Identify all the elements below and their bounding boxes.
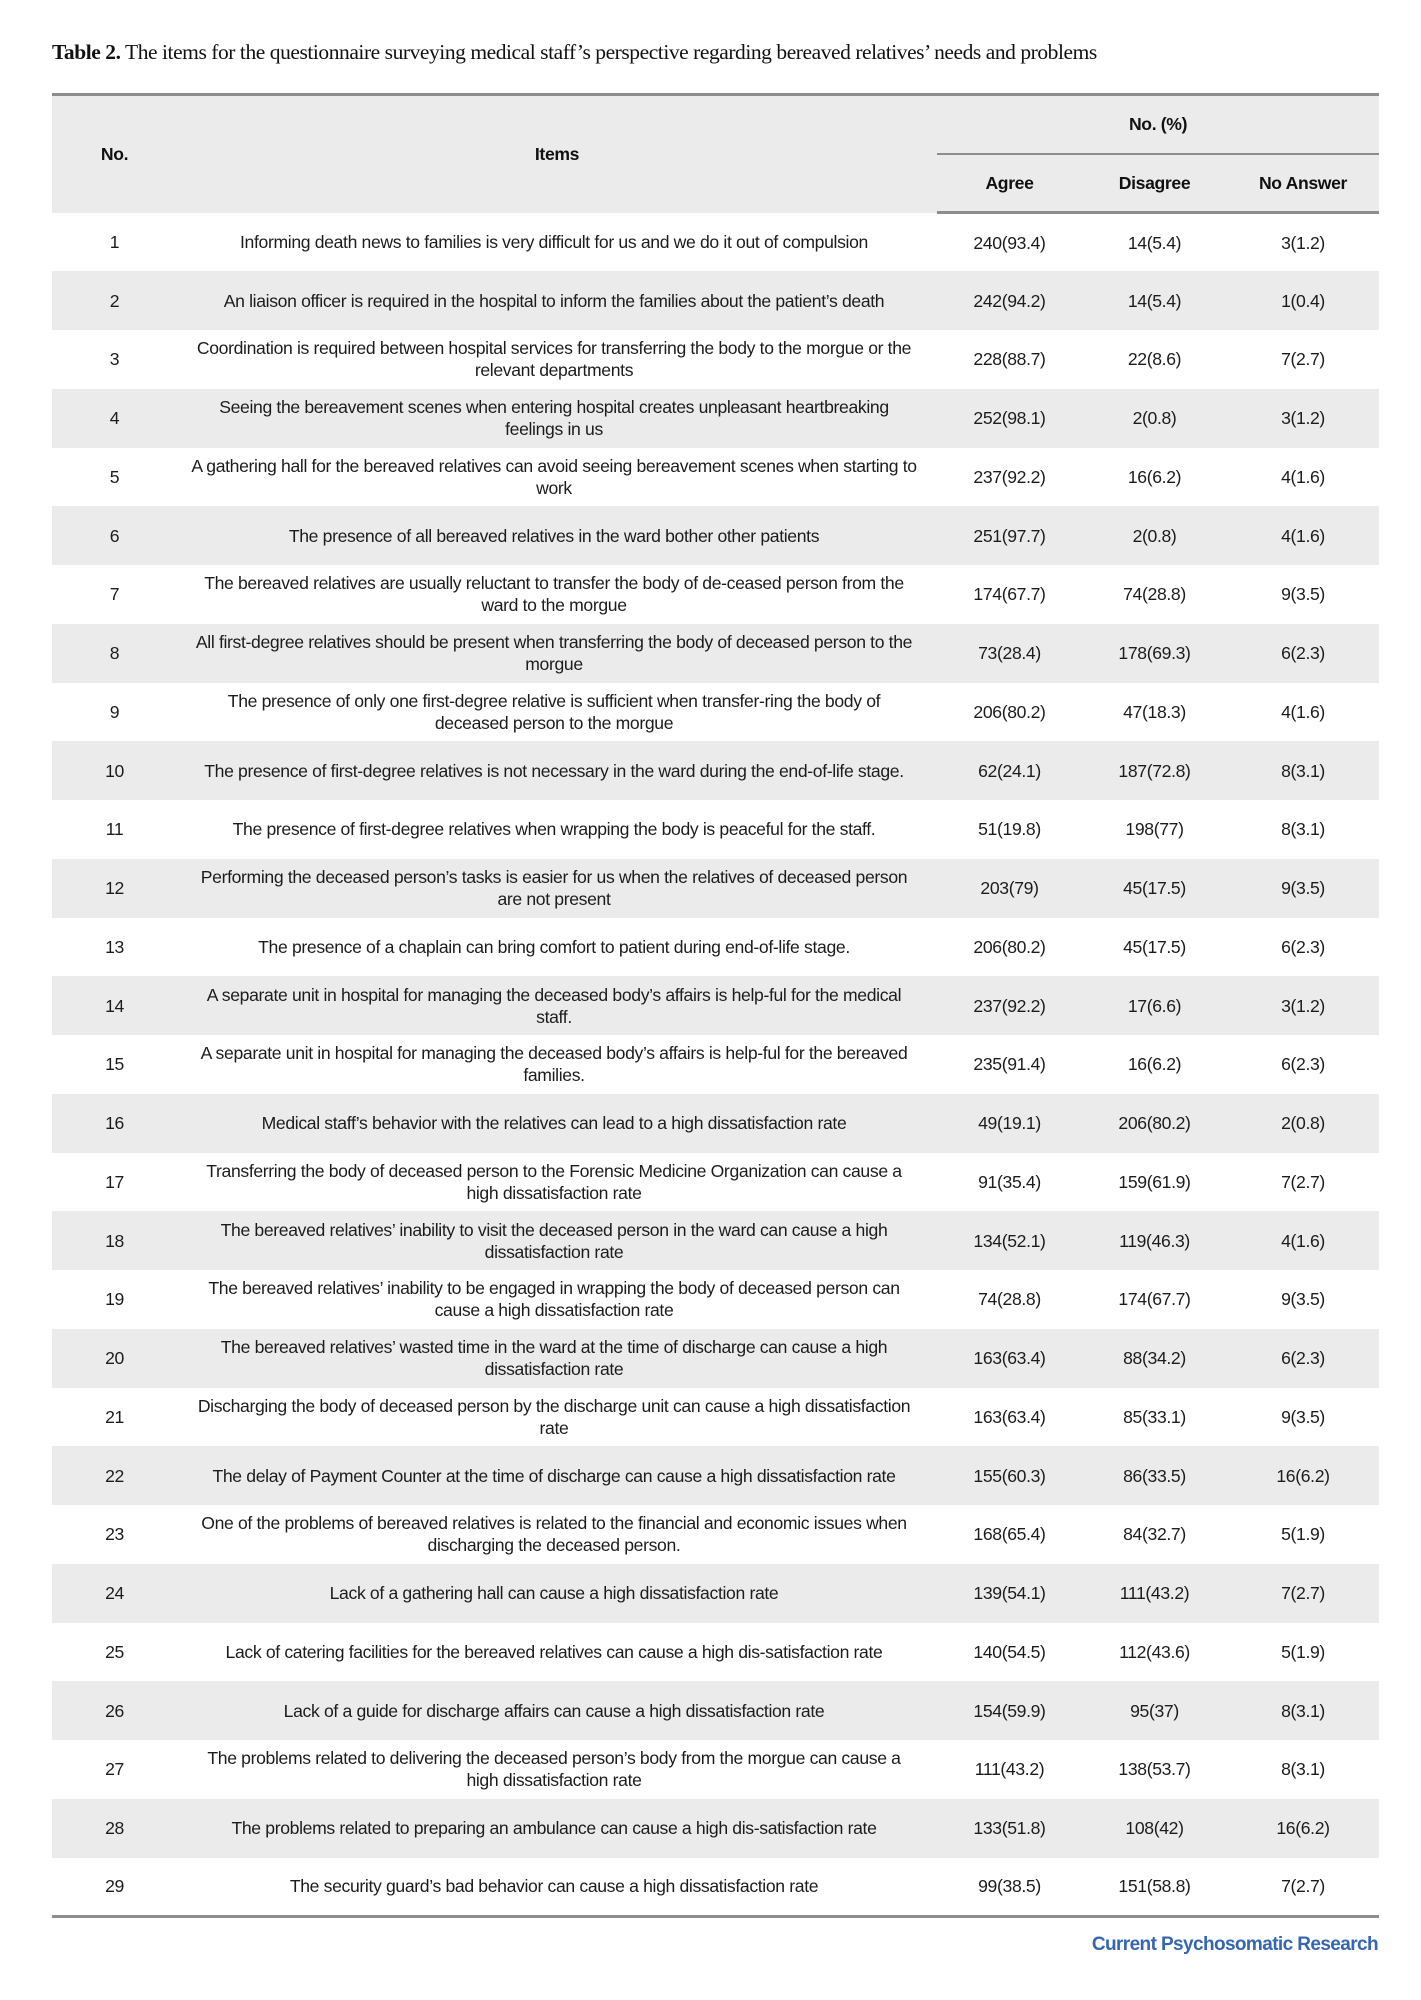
row-item-text: Lack of a gathering hall can cause a high dissatisfaction rate (329, 1583, 779, 1604)
row-no-answer: 3(1.2) (1281, 232, 1325, 253)
row-disagree: 88(34.2) (1123, 1348, 1186, 1369)
row-number: 25 (105, 1641, 124, 1662)
row-item-text: The delay of Payment Counter at the time of discharge can cause a high dissatisfaction rate (212, 1465, 896, 1486)
row-agree: 235(91.4) (973, 1054, 1046, 1075)
row-disagree: 119(46.3) (1119, 1230, 1190, 1251)
header-group-no-percent: No. (%) (937, 95, 1379, 154)
row-no-answer: 7(2.7) (1281, 1583, 1325, 1604)
row-number: 6 (109, 525, 120, 546)
table-row (52, 1388, 1379, 1447)
row-item-text: Medical staff’s behavior with the relatives can lead to a high dissatisfaction rate (261, 1113, 847, 1134)
row-number: 5 (109, 466, 120, 487)
header-no-answer: No Answer (1227, 154, 1379, 213)
table-row (52, 1858, 1379, 1917)
row-item-text: The presence of first-degree relatives when wrapping the body is peaceful for the staff. (232, 819, 876, 840)
row-agree: 237(92.2) (973, 466, 1046, 487)
row-number: 29 (52, 1858, 177, 1917)
table-row (52, 1740, 1379, 1799)
row-item-text: The bereaved relatives’ wasted time in the ward at the time of discharge can cause a high dissatisfaction rate (220, 1337, 888, 1380)
row-agree: 155(60.3) (973, 1465, 1046, 1486)
row-agree: 174(67.7) (973, 584, 1046, 605)
table-row (52, 1681, 1379, 1740)
row-disagree: 45(17.5) (1123, 936, 1186, 957)
row-disagree: 174(67.7) (1118, 1289, 1191, 1310)
table-row (52, 1446, 1379, 1505)
row-no-answer: 7(2.7) (1227, 1858, 1379, 1917)
row-disagree: 22(8.6) (1127, 349, 1182, 370)
row-agree: 74(28.8) (978, 1289, 1041, 1310)
row-no-answer: 6(2.3) (1281, 936, 1325, 957)
row-no-answer: 6(2.3) (1281, 643, 1325, 664)
journal-name: Current Psychosomatic Research (1091, 1934, 1378, 1955)
table-row (52, 1094, 1379, 1153)
row-agree: 251(97.7) (973, 525, 1046, 546)
row-agree: 134(52.1) (973, 1230, 1046, 1251)
header-disagree: Disagree (1082, 154, 1227, 213)
row-disagree: 17(6.6) (1127, 995, 1182, 1016)
row-number: 13 (105, 936, 124, 957)
table-row (52, 271, 1379, 330)
table-caption (52, 40, 1382, 65)
row-agree: 242(94.2) (973, 290, 1046, 311)
row-item-text: The bereaved relatives are usually reluctant to transfer the body of de-ceased person from the ward to the morgue (204, 573, 904, 616)
row-no-answer: 16(6.2) (1276, 1465, 1330, 1486)
survey-items-table (52, 93, 1379, 1918)
row-item-text: The presence of all bereaved relatives in the ward bother other patients (288, 525, 820, 546)
table-row (52, 213, 1379, 272)
row-disagree: 16(6.2) (1127, 1054, 1182, 1075)
row-item-text: Transferring the body of deceased person to the Forensic Medicine Organization can cause a high dissatisfaction rate (206, 1160, 902, 1203)
row-item-text: Seeing the bereavement scenes when entering hospital creates unpleasant heartbreaking feelings in us (219, 397, 889, 440)
table-row (52, 389, 1379, 448)
row-agree: 139(54.1) (973, 1583, 1046, 1604)
row-disagree: 151(58.8) (1082, 1858, 1227, 1917)
table-caption-label: Table 2. (52, 40, 121, 64)
row-no-answer: 9(3.5) (1281, 1289, 1325, 1310)
row-no-answer: 7(2.7) (1281, 1171, 1325, 1192)
row-no-answer: 3(1.2) (1281, 995, 1325, 1016)
row-number: 26 (105, 1700, 124, 1721)
row-no-answer: 6(2.3) (1281, 1348, 1325, 1369)
row-disagree: 206(80.2) (1118, 1113, 1191, 1134)
row-no-answer: 4(1.6) (1281, 1230, 1325, 1251)
row-agree: 252(98.1) (973, 408, 1046, 429)
row-number: 17 (105, 1171, 124, 1192)
row-number: 23 (105, 1524, 124, 1545)
row-disagree: 138(53.7) (1118, 1759, 1191, 1780)
row-item-text: Performing the deceased person’s tasks is easier for us when the relatives of deceased person are not present (200, 867, 908, 910)
row-item-text: The presence of a chaplain can bring comfort to patient during end-of-life stage. (258, 936, 850, 957)
table-row (52, 683, 1379, 742)
row-agree: 163(63.4) (973, 1406, 1046, 1427)
table-row (52, 800, 1379, 859)
row-item-text: A gathering hall for the bereaved relatives can avoid seeing bereavement scenes when starting to work (191, 455, 917, 498)
row-disagree: 112(43.6) (1119, 1641, 1190, 1662)
row-no-answer: 16(6.2) (1276, 1818, 1330, 1839)
row-disagree: 187(72.8) (1118, 760, 1191, 781)
table-row (52, 1211, 1379, 1270)
row-item-text: Lack of catering facilities for the bereaved relatives can cause a high dis-satisfaction rate (225, 1641, 883, 1662)
row-item-text: The bereaved relatives’ inability to visit the deceased person in the ward can cause a high dissatisfaction rate (220, 1219, 888, 1262)
row-number: 12 (105, 878, 124, 899)
row-agree: 163(63.4) (973, 1348, 1046, 1369)
table-row (52, 976, 1379, 1035)
row-item-text: Discharging the body of deceased person by the discharge unit can cause a high dissatisfaction rate (197, 1395, 911, 1438)
row-number: 24 (105, 1583, 124, 1604)
row-agree: 99(38.5) (937, 1858, 1082, 1917)
row-item-text: An liaison officer is required in the hospital to inform the families about the patient’s death (223, 290, 885, 311)
row-number: 16 (105, 1113, 124, 1134)
row-item-text: The presence of only one first-degree relative is sufficient when transfer-ring the body of deceased person to the morgue (227, 690, 881, 733)
row-no-answer: 8(3.1) (1281, 819, 1325, 840)
row-number: 22 (105, 1465, 124, 1486)
table-row (52, 624, 1379, 683)
row-agree: 168(65.4) (973, 1524, 1046, 1545)
row-item-text: The presence of first-degree relatives is not necessary in the ward during the end-of-life stage. (204, 760, 904, 781)
table-row (52, 565, 1379, 624)
row-disagree: 14(5.4) (1127, 232, 1182, 253)
row-no-answer: 1(0.4) (1281, 290, 1325, 311)
table-row (52, 1623, 1379, 1682)
row-number: 3 (109, 349, 120, 370)
row-number: 20 (105, 1348, 124, 1369)
table-row (52, 1035, 1379, 1094)
table-row (52, 1564, 1379, 1623)
header-items: Items (177, 95, 937, 213)
row-disagree: 45(17.5) (1123, 878, 1186, 899)
row-disagree: 2(0.8) (1132, 525, 1177, 546)
table-row (52, 859, 1379, 918)
row-number: 14 (105, 995, 124, 1016)
table-row (52, 506, 1379, 565)
table-row (52, 330, 1379, 389)
row-disagree: 95(37) (1130, 1700, 1179, 1721)
row-agree: 240(93.4) (973, 232, 1046, 253)
row-disagree: 47(18.3) (1123, 701, 1186, 722)
table-caption-text: The items for the questionnaire surveying medical staff’s perspective regarding bereaved relatives’ needs and problems (120, 40, 1097, 64)
row-agree: 237(92.2) (973, 995, 1046, 1016)
row-disagree: 178(69.3) (1118, 643, 1191, 664)
row-agree: 203(79) (980, 878, 1039, 899)
row-number: 10 (105, 760, 124, 781)
table-row (52, 448, 1379, 507)
row-disagree: 111(43.2) (1119, 1583, 1190, 1604)
row-no-answer: 6(2.3) (1281, 1054, 1325, 1075)
row-no-answer: 8(3.1) (1281, 760, 1325, 781)
row-no-answer: 5(1.9) (1281, 1524, 1325, 1545)
row-number: 19 (105, 1289, 124, 1310)
row-number: 21 (105, 1406, 124, 1427)
row-item-text: The security guard’s bad behavior can cause a high dissatisfaction rate (177, 1858, 937, 1917)
row-agree: 140(54.5) (973, 1641, 1046, 1662)
row-item-text: Lack of a guide for discharge affairs can cause a high dissatisfaction rate (283, 1700, 825, 1721)
row-disagree: 159(61.9) (1118, 1171, 1191, 1192)
row-disagree: 86(33.5) (1123, 1465, 1186, 1486)
row-agree: 73(28.4) (978, 643, 1041, 664)
row-disagree: 85(33.1) (1123, 1406, 1186, 1427)
table-body (52, 213, 1379, 1917)
row-number: 15 (105, 1054, 124, 1075)
row-no-answer: 8(3.1) (1281, 1700, 1325, 1721)
row-no-answer: 5(1.9) (1281, 1641, 1325, 1662)
table-row (52, 1505, 1379, 1564)
table-row (52, 741, 1379, 800)
header-no: No. (52, 95, 177, 213)
row-agree: 154(59.9) (973, 1700, 1046, 1721)
header-agree: Agree (937, 154, 1082, 213)
row-agree: 111(43.2) (974, 1759, 1045, 1780)
row-item-text: The bereaved relatives’ inability to be engaged in wrapping the body of deceased person can cause a high dissatisfaction rate (208, 1278, 900, 1321)
row-disagree: 74(28.8) (1123, 584, 1186, 605)
row-disagree: 198(77) (1125, 819, 1184, 840)
row-no-answer: 4(1.6) (1281, 525, 1325, 546)
row-number: 7 (109, 584, 120, 605)
row-item-text: Coordination is required between hospital services for transferring the body to the morgue or the relevant departments (196, 338, 912, 381)
row-no-answer: 8(3.1) (1281, 1759, 1325, 1780)
row-number: 9 (109, 701, 120, 722)
row-disagree: 16(6.2) (1127, 466, 1182, 487)
row-item-text: The problems related to delivering the deceased person’s body from the morgue can cause a high dissatisfaction rate (207, 1748, 901, 1791)
row-disagree: 14(5.4) (1127, 290, 1182, 311)
row-agree: 206(80.2) (973, 936, 1046, 957)
row-item-text: One of the problems of bereaved relatives is related to the financial and economic issues when discharging the deceased person. (201, 1513, 907, 1556)
row-number: 4 (109, 408, 120, 429)
row-number: 11 (105, 819, 124, 840)
row-item-text: All first-degree relatives should be present when transferring the body of deceased person to the morgue (195, 632, 913, 675)
row-item-text: The problems related to preparing an ambulance can cause a high dis-satisfaction rate (231, 1818, 877, 1839)
row-number: 27 (105, 1759, 124, 1780)
row-agree: 91(35.4) (978, 1171, 1041, 1192)
row-number: 2 (109, 290, 120, 311)
row-number: 18 (105, 1230, 124, 1251)
row-disagree: 2(0.8) (1132, 408, 1177, 429)
row-no-answer: 2(0.8) (1281, 1113, 1325, 1134)
table-header (52, 95, 1379, 213)
row-disagree: 84(32.7) (1123, 1524, 1186, 1545)
row-agree: 133(51.8) (973, 1818, 1046, 1839)
table-row (52, 1329, 1379, 1388)
table-row (52, 1799, 1379, 1858)
row-no-answer: 9(3.5) (1281, 1406, 1325, 1427)
row-no-answer: 9(3.5) (1281, 878, 1325, 899)
table-row (52, 1270, 1379, 1329)
row-no-answer: 9(3.5) (1281, 584, 1325, 605)
row-agree: 206(80.2) (973, 701, 1046, 722)
row-item-text: A separate unit in hospital for managing the deceased body’s affairs is help-ful for the bereaved families. (200, 1043, 908, 1086)
row-no-answer: 7(2.7) (1281, 349, 1325, 370)
row-agree: 49(19.1) (978, 1113, 1041, 1134)
row-no-answer: 4(1.6) (1281, 466, 1325, 487)
row-agree: 51(19.8) (978, 819, 1041, 840)
row-disagree: 108(42) (1125, 1818, 1184, 1839)
row-item-text: A separate unit in hospital for managing the deceased body’s affairs is help-ful for the medical staff. (206, 984, 902, 1027)
row-number: 1 (109, 231, 120, 252)
row-no-answer: 4(1.6) (1281, 701, 1325, 722)
table-row (52, 1153, 1379, 1212)
row-number: 28 (105, 1818, 124, 1839)
table-row (52, 918, 1379, 977)
row-item-text: Informing death news to families is very difficult for us and we do it out of compulsion (240, 231, 868, 252)
row-no-answer: 3(1.2) (1281, 408, 1325, 429)
row-number: 8 (109, 643, 120, 664)
row-agree: 228(88.7) (973, 349, 1046, 370)
row-agree: 62(24.1) (978, 760, 1041, 781)
